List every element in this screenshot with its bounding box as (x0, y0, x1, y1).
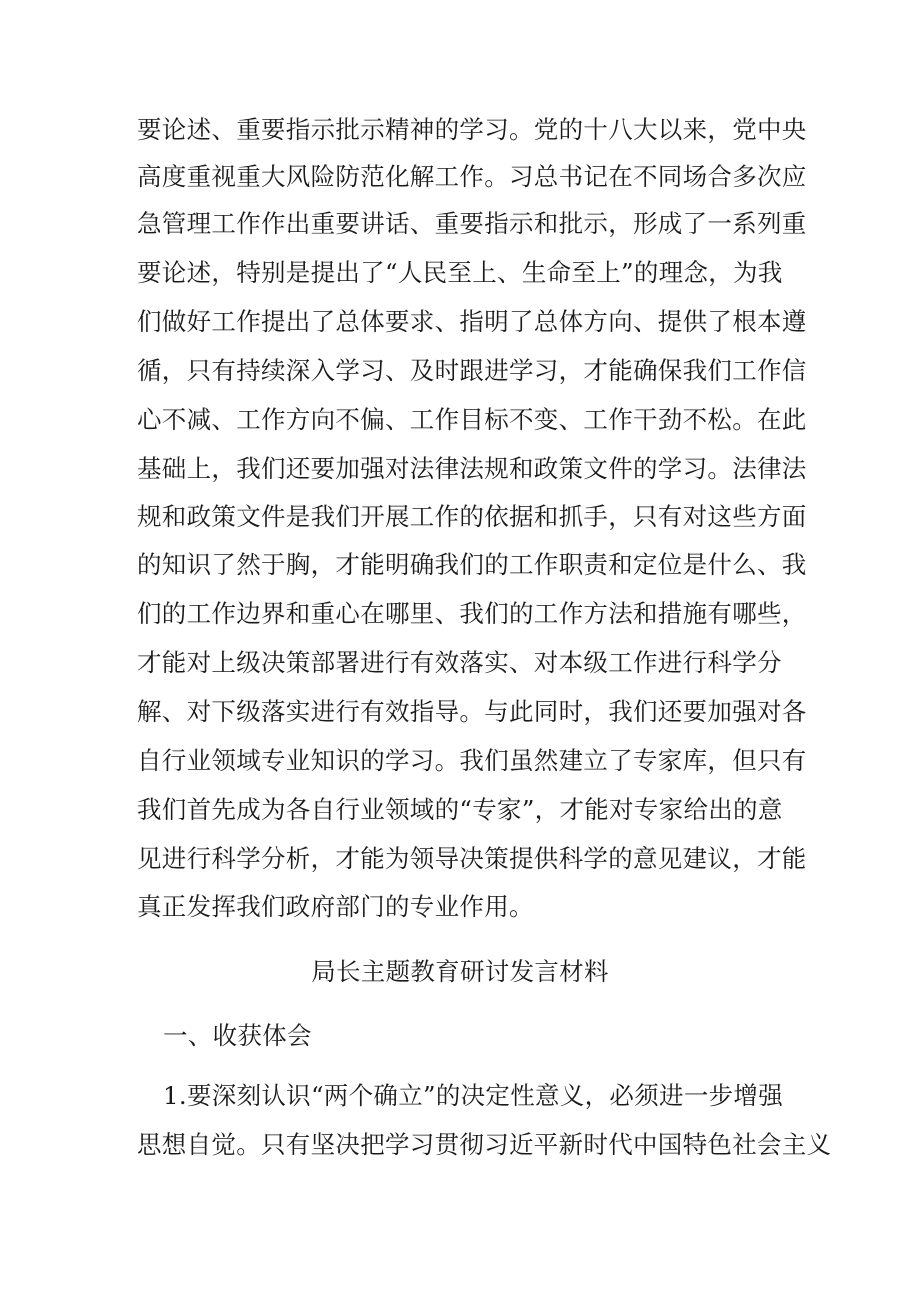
body-text-line: 要论述，特别是提出了“人民至上、生命至上”的理念，为我 (137, 258, 783, 287)
body-text-line: 我们首先成为各自行业领域的“专家”，才能对专家给出的意 (137, 795, 783, 824)
section-heading: 一、收获体会 (163, 1021, 312, 1050)
body-text-line: 思想自觉。只有坚决把学习贯彻习近平新时代中国特色社会主义 (137, 1130, 832, 1159)
body-text-line: 见进行科学分析，才能为领导决策提供科学的意见建议，才能 (137, 844, 807, 873)
body-text-line: 心不减、工作方向不偏、工作目标不变、工作干劲不松。在此 (137, 405, 807, 434)
body-text-line: 基础上，我们还要加强对法律法规和政策文件的学习。法律法 (137, 454, 807, 483)
body-text-line: 解、对下级落实进行有效指导。与此同时，我们还要加强对各 (137, 697, 807, 726)
body-text-line: 循，只有持续深入学习、及时跟进学习，才能确保我们工作信 (137, 356, 807, 385)
body-text-line: 自行业领域专业知识的学习。我们虽然建立了专家库，但只有 (137, 746, 807, 775)
body-text-line: 急管理工作作出重要讲话、重要指示和批示，形成了一系列重 (137, 209, 807, 238)
body-text-line: 们的工作边界和重心在哪里、我们的工作方法和措施有哪些， (137, 599, 807, 628)
body-text-line: 规和政策文件是我们开展工作的依据和抓手，只有对这些方面 (137, 502, 807, 531)
body-text-line: 们做好工作提出了总体要求、指明了总体方向、提供了根本遵 (137, 307, 807, 336)
body-text-line: 1.要深刻认识“两个确立”的决定性意义，必须进一步增强 (163, 1081, 784, 1110)
body-text-line: 要论述、重要指示批示精神的学习。党的十八大以来，党中央 (137, 115, 807, 144)
body-text-line: 才能对上级决策部署进行有效落实、对本级工作进行科学分 (137, 648, 782, 677)
body-text-line: 真正发挥我们政府部门的专业作用。 (137, 892, 534, 921)
document-title: 局长主题教育研讨发言材料 (311, 957, 609, 986)
body-text-line: 的知识了然于胸，才能明确我们的工作职责和定位是什么、我 (137, 550, 807, 579)
body-text-line: 高度重视重大风险防范化解工作。习总书记在不同场合多次应 (137, 162, 807, 191)
